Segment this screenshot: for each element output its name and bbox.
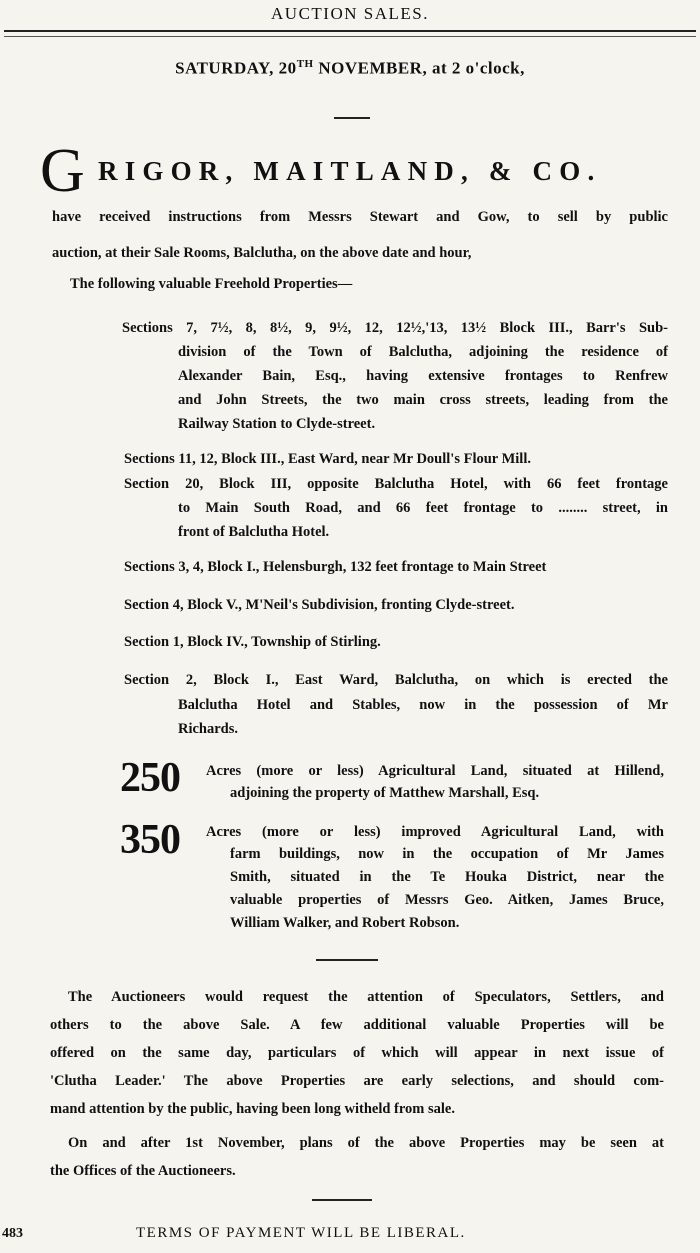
plans-line: the Offices of the Auctioneers.: [50, 1163, 236, 1179]
column-heading: AUCTION SALES.: [271, 4, 429, 23]
footer-divider: [312, 1199, 372, 1201]
date-rule: [334, 117, 370, 119]
notice-line: 'Clutha Leader.' The above Properties are early selections, and should com-: [50, 1073, 664, 1089]
acreage-number: 250: [120, 755, 180, 801]
notice-line: The Auctioneers would request the attention of Speculators, Settlers, and: [68, 989, 664, 1005]
section-line: Section 1, Block IV., Township of Stirling.: [124, 634, 381, 650]
header-rule: [4, 30, 696, 37]
acreage-line: farm buildings, now in the occupation of Mr James: [230, 846, 664, 862]
intro-line-1: have received instructions from Messrs Stewart and Gow, to sell by public: [52, 209, 668, 225]
section-line: to Main South Road, and 66 feet frontage to ........ street, in: [178, 500, 668, 516]
section-line: Section 20, Block III, opposite Balclutha Hotel, with 66 feet frontage: [124, 476, 668, 492]
section-line: Section 4, Block V., M'Neil's Subdivision, fronting Clyde-street.: [124, 597, 515, 613]
section-line: division of the Town of Balclutha, adjoining the residence of: [178, 344, 668, 360]
section-line: and John Streets, the two main cross streets, leading from the: [178, 392, 668, 408]
sale-date-part1: SATURDAY, 20: [175, 58, 297, 78]
sale-date-line: [0, 58, 700, 79]
sale-date-ordinal: TH: [296, 58, 314, 70]
sale-date-part2: NOVEMBER, at 2 o'clock,: [313, 58, 525, 78]
firm-initial: G: [40, 137, 85, 205]
payment-terms: TERMS OF PAYMENT WILL BE LIBERAL.: [136, 1225, 466, 1241]
plans-line: On and after 1st November, plans of the above Properties may be seen at: [68, 1135, 664, 1151]
section-line: Sections 3, 4, Block I., Helensburgh, 132 feet frontage to Main Street: [124, 559, 547, 575]
section-line: Balclutha Hotel and Stables, now in the possession of Mr: [178, 697, 668, 713]
section-line: Railway Station to Clyde-street.: [178, 416, 376, 432]
notice-line: offered on the same day, particulars of which will appear in next issue of: [50, 1045, 664, 1061]
notice-line: others to the above Sale. A few additional valuable Properties will be: [50, 1017, 664, 1033]
acreage-line: William Walker, and Robert Robson.: [230, 915, 460, 931]
acreage-line: Smith, situated in the Te Houka District, near the: [230, 869, 664, 885]
section-line: Section 2, Block I., East Ward, Balclutha, on which is erected the: [124, 672, 668, 688]
section-line: Richards.: [178, 721, 239, 737]
intro-line-3: The following valuable Freehold Properties—: [70, 276, 353, 292]
intro-line-2: auction, at their Sale Rooms, Balclutha, on the above date and hour,: [52, 245, 472, 261]
acreage-number: 350: [120, 817, 180, 863]
section-divider: [316, 959, 378, 961]
firm-name: RIGOR, MAITLAND, & CO.: [98, 156, 602, 186]
section-line: Sections 7, 7½, 8, 8½, 9, 9½, 12, 12½,'13, 13½ Block III., Barr's Sub-: [122, 320, 668, 336]
acreage-line: Acres (more or less) improved Agricultural Land, with: [206, 824, 664, 840]
acreage-line: Acres (more or less) Agricultural Land, situated at Hillend,: [206, 763, 664, 779]
reference-number: 483: [2, 1226, 23, 1241]
section-line: Sections 11, 12, Block III., East Ward, near Mr Doull's Flour Mill.: [124, 451, 531, 467]
section-line: front of Balclutha Hotel.: [178, 524, 330, 540]
section-line: Alexander Bain, Esq., having extensive frontages to Renfrew: [178, 368, 668, 384]
acreage-line: valuable properties of Messrs Geo. Aitken, James Bruce,: [230, 892, 664, 908]
acreage-line: adjoining the property of Matthew Marshall, Esq.: [230, 785, 540, 801]
notice-line: mand attention by the public, having been long witheld from sale.: [50, 1101, 455, 1117]
